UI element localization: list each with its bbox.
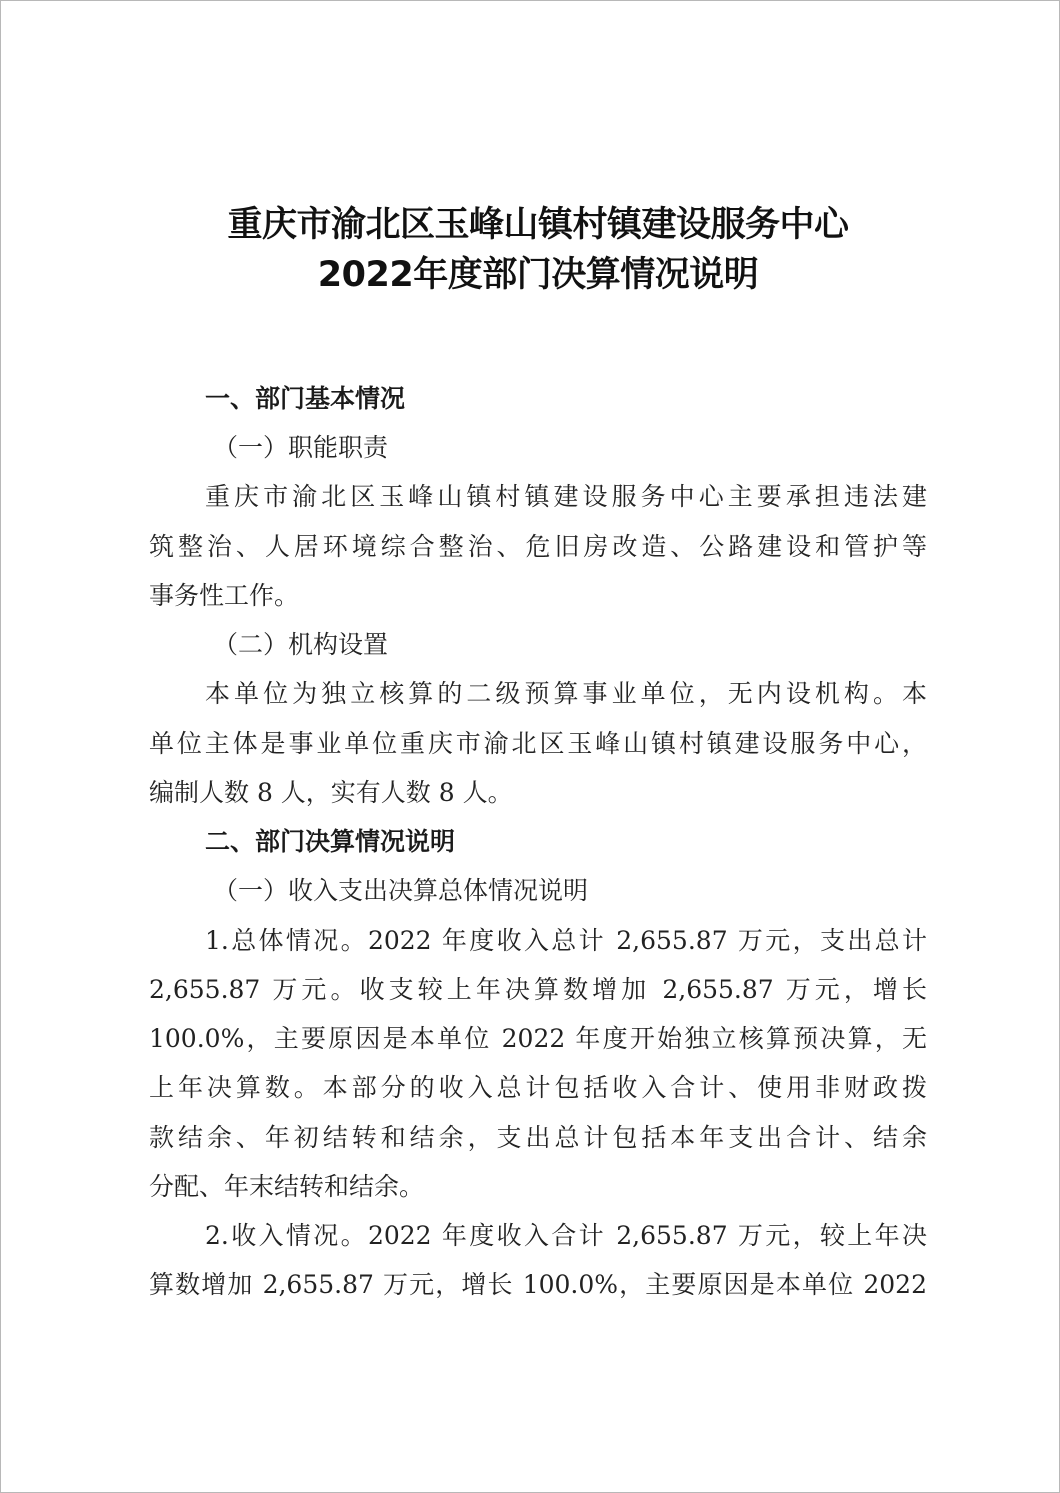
paragraph-line: 上年决算数。本部分的收入总计包括收入合计、使用非财政拨 [149, 1073, 927, 1102]
subheading-functions: （一）职能职责 [213, 433, 389, 462]
paragraph-line: 算数增加 2,655.87 万元，增长 100.0%，主要原因是本单位 2022 [149, 1270, 927, 1299]
paragraph-line: 单位主体是事业单位重庆市渝北区玉峰山镇村镇建设服务中心， [149, 729, 927, 758]
section-heading-basic-info: 一、部门基本情况 [205, 384, 406, 413]
paragraph-line: 事务性工作。 [149, 581, 300, 610]
paragraph-line: 编制人数 8 人，实有人数 8 人。 [149, 778, 513, 807]
subheading-income-expense: （一）收入支出决算总体情况说明 [213, 876, 589, 905]
paragraph-line: 款结余、年初结转和结余，支出总计包括本年支出合计、结余 [149, 1123, 927, 1152]
document-title-line-1: 重庆市渝北区玉峰山镇村镇建设服务中心 [227, 205, 849, 245]
paragraph-line: 2,655.87 万元。收支较上年决算数增加 2,655.87 万元，增长 [149, 975, 927, 1004]
section-heading-final-accounts: 二、部门决算情况说明 [205, 827, 456, 856]
paragraph-line: 本单位为独立核算的二级预算事业单位，无内设机构。本 [205, 679, 927, 708]
subheading-organization: （二）机构设置 [213, 630, 389, 659]
paragraph-line: 2.收入情况。2022 年度收入合计 2,655.87 万元，较上年决 [205, 1221, 927, 1250]
paragraph-line: 重庆市渝北区玉峰山镇村镇建设服务中心主要承担违法建 [205, 482, 927, 511]
paragraph-line: 筑整治、人居环境综合整治、危旧房改造、公路建设和管护等 [149, 532, 927, 561]
document-title-line-2: 2022年度部门决算情况说明 [317, 255, 759, 295]
paragraph-line: 1.总体情况。2022 年度收入总计 2,655.87 万元，支出总计 [205, 926, 927, 955]
paragraph-line: 分配、年末结转和结余。 [149, 1172, 425, 1201]
paragraph-line: 100.0%，主要原因是本单位 2022 年度开始独立核算预决算，无 [149, 1024, 927, 1053]
